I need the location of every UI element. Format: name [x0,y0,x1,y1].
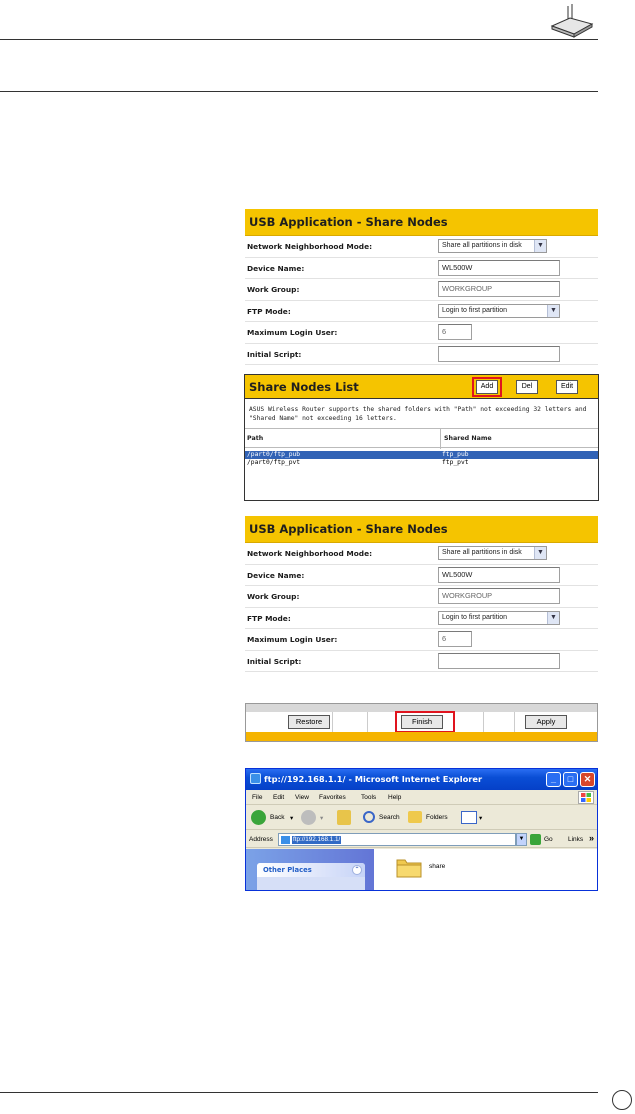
ftp-mode-row [245,301,598,323]
list-item-path: /part0/ftp_pvt [247,459,301,466]
minimize-button[interactable]: _ [546,772,561,787]
footer-rule [0,1092,598,1093]
apply-button[interactable]: Apply [525,715,567,729]
restore-button[interactable]: Restore [288,715,330,729]
del-button[interactable]: Del [516,380,538,394]
list-header [245,375,598,399]
windows-logo-icon [578,791,594,804]
network-neighborhood-select[interactable] [438,546,547,560]
forward-dropdown-icon[interactable]: ▾ [320,815,324,822]
other-places-header[interactable] [257,863,365,877]
list-note: ASUS Wireless Router supports the shared folders with "Path" not exceeding 32 letters and "Shared Name" not exceeding 16 letters. [249,406,587,422]
finish-highlight-box [395,711,455,733]
path-column-header: Path [247,435,264,442]
ftp-mode-value: Login to first partition [442,613,507,621]
divider [367,712,368,732]
initial-script-input[interactable] [438,346,560,362]
chevron-down-icon: ▼ [547,305,559,317]
initial-script-row [245,651,598,673]
ftp-mode-select[interactable] [438,611,560,625]
list-item[interactable] [245,459,598,467]
maximize-button[interactable]: □ [563,772,578,787]
network-neighborhood-value: Share all partitions in disk [442,242,522,249]
device-name-input[interactable]: WL500W [438,567,560,583]
share-nodes-panel-2 [245,516,598,672]
work-group-input[interactable]: WORKGROUP [438,281,560,297]
add-button[interactable]: Add [476,380,498,394]
address-value: ftp://192.168.1.1/ [293,836,341,843]
list-item-name: ftp_pvt [442,459,469,466]
network-neighborhood-select[interactable] [438,239,547,253]
device-name-row [245,565,598,587]
work-group-row [245,586,598,608]
views-icon[interactable] [461,811,477,824]
header-rule [0,39,598,40]
list-item-path: /part0/ftp_pub [247,451,301,458]
search-button[interactable]: Search [379,814,400,821]
device-name-row [245,258,598,280]
work-group-input[interactable]: WORKGROUP [438,588,560,604]
max-login-label: Maximum Login User: [247,635,338,644]
folder-ftp-icon [250,773,261,784]
device-name-input[interactable]: WL500W [438,260,560,276]
chevron-down-icon: ▼ [547,612,559,624]
max-login-label: Maximum Login User: [247,328,338,337]
work-group-row [245,279,598,301]
shared-name-column-header: Shared Name [444,435,492,442]
section-rule [0,91,598,92]
ftp-mode-select[interactable] [438,304,560,318]
ftp-mode-value: Login to first partition [442,306,507,314]
ie-title-bar [246,769,597,790]
list-column-headers [245,428,598,448]
max-login-row [245,629,598,651]
folders-button[interactable]: Folders [426,814,448,821]
divider [332,712,333,732]
folder-icon[interactable] [396,856,422,878]
back-dropdown-icon[interactable]: ▾ [290,815,294,822]
divider [514,712,515,732]
share-nodes-list [244,374,599,501]
chevron-down-icon: ▼ [534,547,546,559]
menu-edit[interactable]: Edit [273,794,285,801]
address-dropdown-icon[interactable]: ▼ [516,833,527,846]
network-neighborhood-label: Network Neighborhood Mode: [247,549,373,558]
ftp-mode-label: FTP Mode: [247,613,291,623]
address-input[interactable] [278,833,516,846]
max-login-row [245,322,598,344]
page-number-circle [612,1090,632,1110]
initial-script-input[interactable] [438,653,560,669]
ie-title-text: ftp://192.168.1.1/ - Microsoft Internet Explorer [264,774,483,784]
work-group-label: Work Group: [247,592,300,601]
network-neighborhood-row [245,236,598,258]
collapse-chevron-icon[interactable]: ⌃ [352,865,362,875]
ie-side-pane [246,849,374,891]
panel-title: USB Application - Share Nodes [245,209,598,236]
edit-button[interactable]: Edit [556,380,578,394]
finish-button[interactable]: Finish [401,715,443,729]
work-group-label: Work Group: [247,285,300,294]
share-nodes-panel-1 [245,209,598,365]
list-item[interactable] [245,451,598,459]
list-item-name: ftp_pub [442,451,469,458]
menu-view[interactable]: View [295,794,309,801]
max-login-input[interactable]: 6 [438,324,472,340]
max-login-input[interactable]: 6 [438,631,472,647]
ie-menu-bar [246,790,597,805]
other-places-card [257,863,365,891]
links-more-icon[interactable]: » [589,833,595,843]
back-arrow-icon[interactable] [251,810,266,825]
up-folder-icon[interactable] [337,810,351,825]
network-neighborhood-row [245,543,598,565]
go-arrow-icon[interactable] [530,834,541,845]
ftp-mode-label: FTP Mode: [247,306,291,316]
ie-address-bar [246,831,597,848]
address-label: Address [249,836,273,843]
ftp-mode-row [245,608,598,630]
ie-content-pane [374,849,597,891]
network-neighborhood-value: Share all partitions in disk [442,549,522,556]
folders-icon[interactable] [408,811,422,823]
network-neighborhood-label: Network Neighborhood Mode: [247,242,373,251]
add-highlight-box [472,377,502,397]
close-button[interactable]: ✕ [580,772,595,787]
other-places-title: Other Places [263,866,312,874]
device-name-label: Device Name: [247,570,305,580]
menu-help[interactable]: Help [388,794,402,801]
divider [483,712,484,732]
initial-script-label: Initial Script: [247,349,302,359]
forward-arrow-icon[interactable] [301,810,316,825]
initial-script-label: Initial Script: [247,656,302,666]
search-icon[interactable] [363,811,375,823]
button-bar-bottom-strip [246,732,597,741]
views-dropdown-icon[interactable]: ▾ [479,815,483,822]
menu-file[interactable]: File [252,794,263,801]
links-label[interactable]: Links [568,836,584,843]
folder-name[interactable]: share [429,863,446,870]
chevron-down-icon: ▼ [534,240,546,252]
router-icon [548,4,594,38]
ie-toolbar [246,806,597,830]
menu-tools[interactable]: Tools [361,794,377,801]
button-bar [245,703,598,742]
initial-script-row [245,344,598,366]
menu-favorites[interactable]: Favorites [319,794,346,801]
go-button[interactable]: Go [544,836,553,843]
list-title: Share Nodes List [249,380,359,394]
page-icon [281,836,290,844]
panel-title: USB Application - Share Nodes [245,516,598,543]
ie-window [245,768,598,891]
back-button[interactable]: Back [270,814,285,821]
column-divider [440,429,441,449]
device-name-label: Device Name: [247,263,305,273]
